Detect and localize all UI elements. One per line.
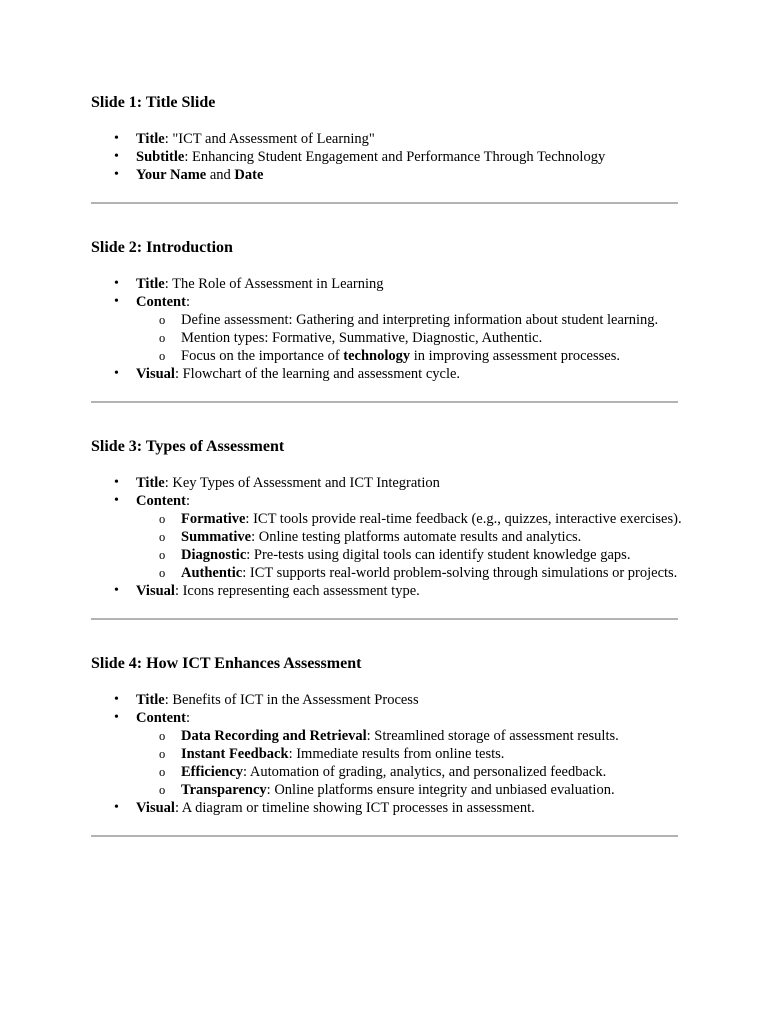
bold-text: technology [343, 348, 411, 364]
text-span: Focus on the importance of [181, 348, 344, 364]
bold-text: Formative [181, 511, 246, 527]
sub-bullet-item [181, 745, 691, 763]
document-body [91, 93, 691, 871]
text-span: : Key Types of Assessment and ICT Integration [164, 475, 440, 491]
text-span: : Immediate results from online tests. [288, 746, 505, 762]
text-span: : ICT supports real-world problem-solving through simulations or projects. [242, 565, 678, 581]
bullet-list [91, 275, 691, 383]
sub-bullet-item [181, 311, 691, 329]
slide-section-1 [91, 93, 691, 204]
bold-text: Instant Feedback [181, 746, 289, 762]
sub-bullet-item [181, 528, 691, 546]
text-span: : "ICT and Assessment of Learning" [164, 131, 375, 147]
text-span: : Enhancing Student Engagement and Performance Through Technology [184, 149, 606, 165]
bold-text: Content [136, 493, 186, 509]
sub-bullet-item [181, 727, 691, 745]
text-span: in improving assessment processes. [410, 348, 620, 364]
sub-bullet-item [181, 781, 691, 799]
text-span: : ICT tools provide real-time feedback (e.g., quizzes, interactive exercises). [245, 511, 682, 527]
text-span: : A diagram or timeline showing ICT processes in assessment. [174, 800, 535, 816]
bold-text: Visual [136, 583, 175, 599]
bullet-item [136, 492, 691, 582]
slide-section-3 [91, 437, 691, 620]
horizontal-divider [91, 401, 678, 403]
bold-text: Efficiency [181, 764, 244, 780]
text-span: : Icons representing each assessment type. [174, 583, 420, 599]
slide-section-4 [91, 654, 691, 837]
bullet-item [136, 275, 691, 293]
bold-text: Subtitle [136, 149, 185, 165]
sub-bullet-item [181, 763, 691, 781]
bullet-item [136, 365, 691, 383]
text-span: : Online platforms ensure integrity and unbiased evaluation. [266, 782, 615, 798]
horizontal-divider [91, 202, 678, 204]
bold-text: Title [136, 692, 165, 708]
text-span: : The Role of Assessment in Learning [164, 276, 384, 292]
bullet-item [136, 474, 691, 492]
bold-text: Transparency [181, 782, 267, 798]
bold-text: Date [234, 167, 264, 183]
bold-text: Summative [181, 529, 252, 545]
text-span: : [185, 493, 190, 509]
sub-bullet-list [136, 727, 691, 799]
sub-bullet-item [181, 347, 691, 365]
bullet-list [91, 474, 691, 600]
slide-heading: Slide 4: How ICT Enhances Assessment [91, 655, 362, 672]
text-span: : Flowchart of the learning and assessment cycle. [174, 366, 461, 382]
horizontal-divider [91, 835, 678, 837]
text-span: and [206, 167, 235, 183]
sub-bullet-list [136, 311, 691, 365]
text-span: : Pre-tests using digital tools can identify student knowledge gaps. [246, 547, 631, 563]
horizontal-divider [91, 618, 678, 620]
text-span: : Online testing platforms automate results and analytics. [251, 529, 582, 545]
bold-text: Title [136, 475, 165, 491]
bullet-item [136, 691, 691, 709]
text-span: Define assessment: Gathering and interpreting information about student learning. [181, 312, 659, 328]
slide-heading: Slide 2: Introduction [91, 239, 233, 256]
sub-bullet-list [136, 510, 691, 582]
bullet-item [136, 582, 691, 600]
bullet-item [136, 166, 691, 184]
sub-bullet-item [181, 564, 691, 582]
bullet-item [136, 148, 691, 166]
sub-bullet-item [181, 329, 691, 347]
text-span: : Automation of grading, analytics, and personalized feedback. [243, 764, 607, 780]
bold-text: Visual [136, 366, 175, 382]
text-span: : Streamlined storage of assessment results. [366, 728, 619, 744]
text-span: Mention types: Formative, Summative, Diagnostic, Authentic. [181, 330, 543, 346]
bullet-item [136, 293, 691, 365]
sub-bullet-item [181, 546, 691, 564]
bold-text: Authentic [181, 565, 243, 581]
bold-text: Content [136, 294, 186, 310]
bullet-list [91, 691, 691, 817]
text-span: : [185, 710, 190, 726]
text-span: : Benefits of ICT in the Assessment Process [164, 692, 419, 708]
text-span: : [185, 294, 190, 310]
bullet-item [136, 130, 691, 148]
bold-text: Your Name [136, 167, 207, 183]
slide-section-2 [91, 238, 691, 403]
bullet-list [91, 130, 691, 184]
bold-text: Title [136, 276, 165, 292]
bold-text: Content [136, 710, 186, 726]
bold-text: Data Recording and Retrieval [181, 728, 367, 744]
sub-bullet-item [181, 510, 691, 528]
bullet-item [136, 709, 691, 799]
bullet-item [136, 799, 691, 817]
slide-heading: Slide 3: Types of Assessment [91, 438, 285, 455]
bold-text: Title [136, 131, 165, 147]
slide-heading: Slide 1: Title Slide [91, 94, 216, 111]
bold-text: Visual [136, 800, 175, 816]
bold-text: Diagnostic [181, 547, 247, 563]
